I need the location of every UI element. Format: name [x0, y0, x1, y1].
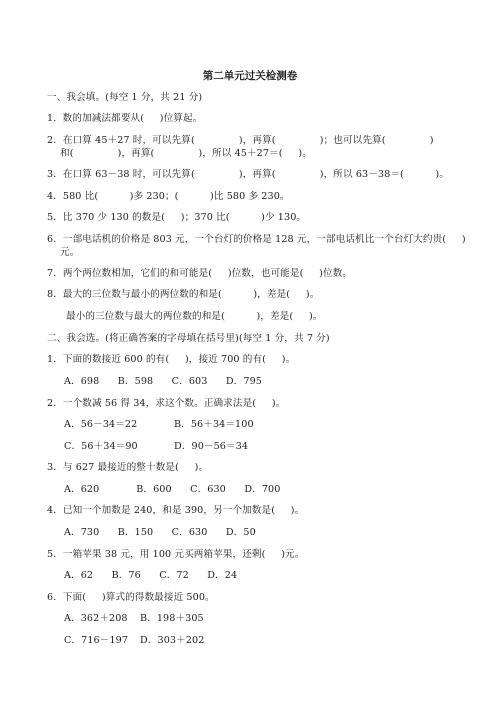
question-1-3: 3．在口算 63－38 时，可以先算( )，再算( )，所以 63－38＝( )。 — [47, 169, 449, 180]
question-2-4: 4．已知一个加数是 240，和是 390，另一个加数是( )。 — [47, 505, 305, 516]
question-2-2-option-b: B．56＋34＝100 — [174, 419, 254, 430]
question-1-5: 5．比 370 少 130 的数是( )；370 比( )少 130。 — [47, 212, 307, 223]
question-1-2b: 和( )，再算( )，所以 45＋27＝( )。 — [60, 148, 312, 159]
question-1-2a: 2．在口算 45＋27 时，可以先算( )，再算( )；也可以先算( ) — [47, 135, 434, 146]
section1-heading: 一、我会填。(每空 1 分，共 21 分) — [47, 92, 203, 103]
question-2-6-option-b: B．198＋305 — [140, 613, 204, 624]
question-2-4-options: A．730 B．150 C．630 D．50 — [64, 527, 256, 538]
question-1-7: 7．两个两位数相加，它们的和可能是( )位数，也可能是( )位数。 — [47, 268, 353, 279]
question-2-1: 1．下面的数接近 600 的有( )，接近 700 的有( )。 — [47, 354, 296, 365]
question-2-2-option-a: A．56－34＝22 — [64, 419, 138, 430]
question-1-8b: 最小的三位数与最大的两位数的和是( )，差是( )。 — [66, 311, 323, 322]
question-2-6-option-c: C．716－197 — [64, 635, 129, 646]
question-2-2-option-c: C．56＋34＝90 — [64, 441, 138, 452]
question-2-6: 6．下面( )算式的得数最接近 500。 — [47, 592, 215, 603]
question-1-4: 4．580 比( )多 230；( )比 580 多 230。 — [47, 191, 290, 202]
question-2-5: 5．一箱苹果 38 元，用 100 元买两箱苹果，还剩( )元。 — [47, 549, 305, 560]
question-1-1: 1. 数的加减法都要从( )位算起。 — [47, 113, 203, 124]
page-title: 第二单元过关检测卷 — [202, 70, 298, 82]
question-2-3: 3．与 627 最接近的整十数是( )。 — [47, 462, 209, 473]
question-2-6-option-d: D．303＋202 — [140, 635, 205, 646]
question-2-1-options: A．698 B．598 C．603 D．795 — [64, 376, 262, 387]
question-2-2-option-d: D．90－56＝34 — [174, 441, 249, 452]
question-2-3-options: A．620 B．600 C．630 D．700 — [64, 484, 281, 495]
question-2-6-option-a: A．362＋208 — [64, 613, 128, 624]
section2-heading: 二、我会选。(将正确答案的字母填在括号里)(每空 1 分，共 7 分) — [47, 333, 330, 344]
question-1-6b: 元。 — [60, 247, 80, 258]
question-1-6a: 6．一部电话机的价格是 803 元，一个台灯的价格是 128 元，一部电话机比一个台灯大约贵( ) — [47, 234, 466, 245]
question-2-5-options: A．62 B．76 C．72 D．24 — [64, 570, 238, 581]
question-2-2: 2．一个数减 56 得 34，求这个数。正确求法是( )。 — [47, 398, 286, 409]
question-1-8a: 8．最大的三位数与最小的两位数的和是( )，差是( )。 — [47, 289, 320, 300]
